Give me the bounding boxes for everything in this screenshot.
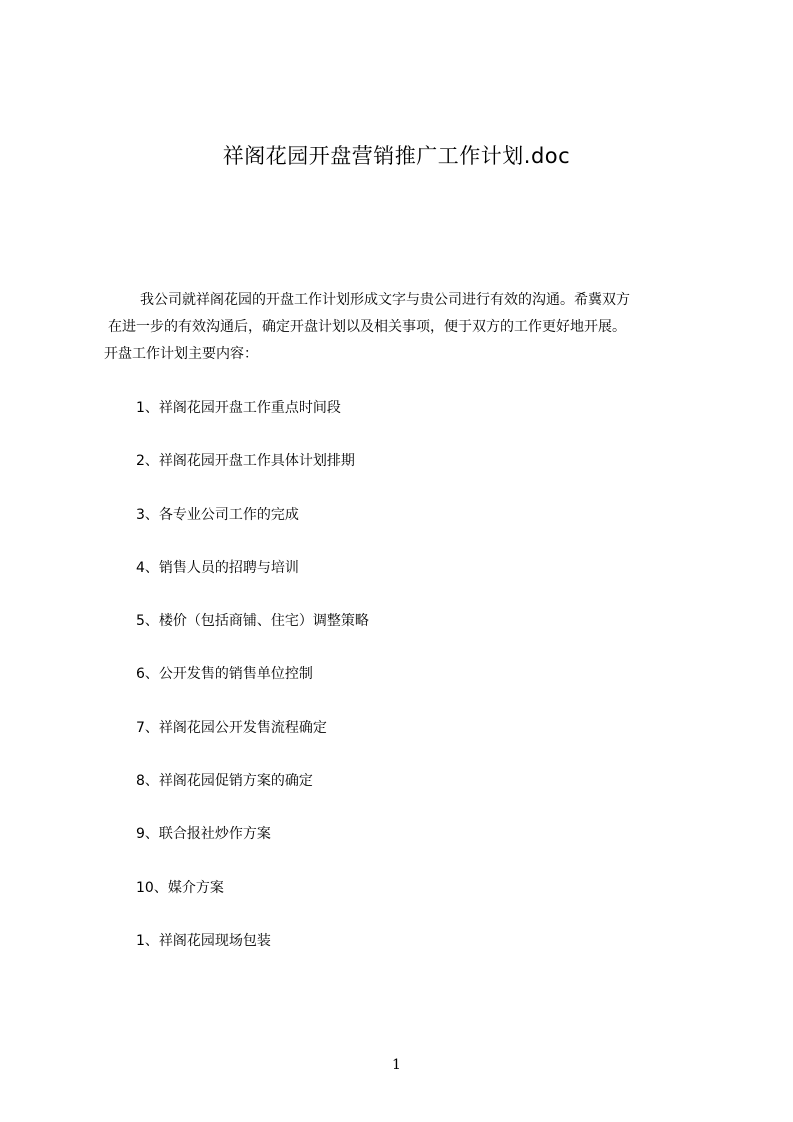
page-number: 1	[392, 1057, 401, 1073]
list-item: 1、祥阁花园开盘工作重点时间段	[136, 400, 341, 416]
list-item: 7、祥阁花园公开发售流程确定	[136, 719, 327, 736]
list-item: 10、媒介方案	[136, 879, 224, 896]
list-item: 3、各专业公司工作的完成	[136, 506, 299, 523]
intro-line: 在进一步的有效沟通后，确定开盘计划以及相关事项，便于双方的工作更好地开展。	[108, 319, 626, 335]
intro-line: 开盘工作计划主要内容：	[104, 346, 258, 362]
list-item: 6、公开发售的销售单位控制	[136, 666, 313, 683]
list-item: 4、销售人员的招聘与培训	[136, 559, 299, 576]
list-item: 9、联合报社炒作方案	[136, 826, 271, 843]
list-item: 8、祥阁花园促销方案的确定	[136, 773, 313, 790]
list-item: 5、楼价（包括商铺、住宅）调整策略	[136, 613, 369, 630]
document-title: 祥阁花园开盘营销推广工作计划.doc	[222, 144, 571, 168]
list-item: 1、祥阁花园现场包装	[136, 932, 271, 949]
list-item: 2、祥阁花园开盘工作具体计划排期	[136, 453, 355, 470]
intro-paragraph	[104, 287, 724, 368]
content-list	[136, 393, 696, 979]
intro-line: 我公司就祥阁花园的开盘工作计划形成文字与贵公司进行有效的沟通。希冀双方	[140, 292, 630, 308]
